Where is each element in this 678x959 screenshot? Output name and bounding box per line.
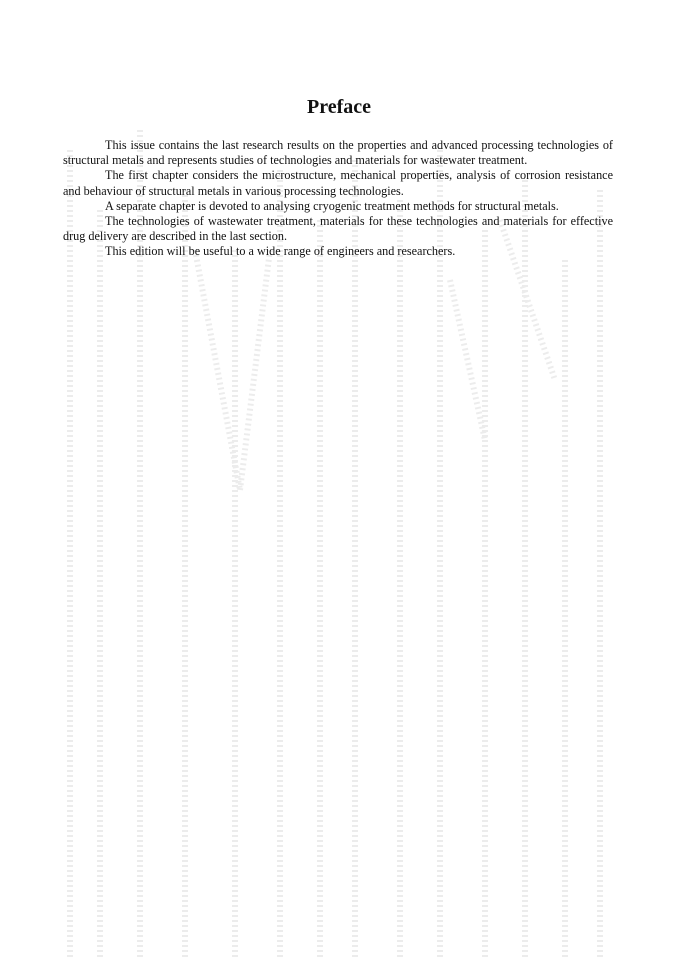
preface-paragraph: A separate chapter is devoted to analysing cryogenic treatment methods for structural metals. <box>105 198 559 213</box>
preface-paragraph: The first chapter considers the microstructure, mechanical properties, analysis of corrosion resistance and behaviour of structural metals in various processing technologies. <box>63 168 613 198</box>
preface-paragraph: This edition will be useful to a wide range of engineers and researchers. <box>105 244 456 259</box>
page-title: Preface <box>306 96 372 119</box>
preface-body <box>63 138 613 260</box>
preface-paragraph: The technologies of wastewater treatment, materials for these technologies and materials for effective drug delivery are described in the last section. <box>63 214 613 244</box>
preface-paragraph: This issue contains the last research results on the properties and advanced processing technologies of structural metals and represents studies of technologies and materials for wastewater treatment. <box>63 138 613 168</box>
